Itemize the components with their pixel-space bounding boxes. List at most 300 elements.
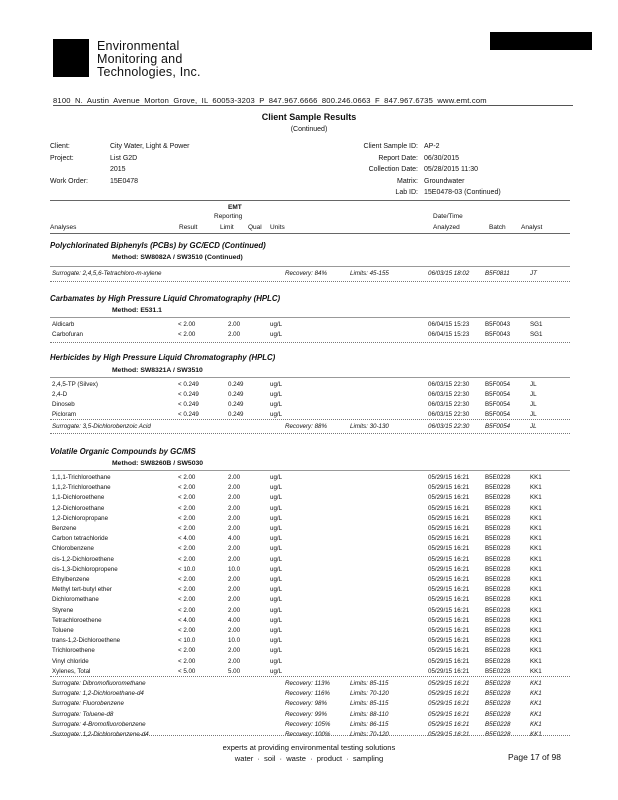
cell-name: Dichloromethane	[52, 596, 99, 604]
cell-limits: Limits: 85-115	[350, 680, 389, 687]
col-analyses: Analyses	[50, 224, 77, 231]
cell-batch: B5F0054	[485, 381, 511, 388]
cell-analyst: KK1	[530, 667, 542, 675]
section-method-carbamates: Method: E531.1	[112, 307, 162, 314]
cell-analyst: KK1	[530, 535, 542, 543]
cell-result: < 2.00	[178, 586, 196, 594]
cell-result: < 2.00	[178, 555, 196, 563]
report-title: Client Sample Results	[261, 112, 357, 122]
table-row	[0, 515, 618, 525]
collection-date-value: 05/28/2015 11:30	[424, 166, 478, 173]
cell-name: Surrogate: 1,2-Dichlorobenzene-d4	[52, 731, 149, 738]
cell-result: < 2.00	[178, 596, 196, 604]
cell-result: < 0.249	[178, 381, 199, 388]
cell-name: Chlorobenzene	[52, 545, 94, 553]
cell-analyst: KK1	[530, 474, 542, 481]
cell-limit: 2.00	[228, 596, 241, 604]
cell-limit: 2.00	[228, 606, 241, 614]
cell-name: 1,1,1-Trichloroethane	[52, 474, 111, 481]
cell-analyst: KK1	[530, 514, 542, 522]
cell-name: Surrogate: 4-Bromofluorobenzene	[52, 720, 146, 728]
lab-id-value: 15E0478-03 (Continued)	[424, 189, 501, 196]
cell-name: Surrogate: Dibromofluoromethane	[52, 680, 146, 687]
cell-analyst: KK1	[530, 710, 542, 718]
cell-name: Toluene	[52, 627, 74, 634]
surrogate-row	[0, 721, 618, 731]
section-method-pcbs: Method: SW8082A / SW3510 (Continued)	[112, 254, 243, 261]
section-title-herbicides: Herbicides by High Pressure Liquid Chromatography (HPLC)	[50, 353, 276, 362]
cell-date: 05/29/15 16:21	[428, 606, 470, 614]
cell-limit: 0.249	[228, 411, 244, 418]
cell-limit: 2.00	[228, 494, 241, 502]
header-divider	[53, 105, 573, 106]
cell-result: < 2.00	[178, 504, 196, 512]
cell-name: Methyl tert-butyl ether	[52, 586, 112, 594]
cell-name: 1,2-Dichloroethane	[52, 504, 105, 512]
cell-date: 05/29/15 16:21	[428, 627, 470, 634]
cell-batch: B5E0228	[485, 504, 511, 512]
collection-date-label: Collection Date:	[368, 166, 418, 173]
col-units: Units	[270, 224, 285, 231]
cell-batch: B5E0228	[485, 700, 511, 708]
cell-name: Xylenes, Total	[52, 667, 91, 675]
cell-limit: 2.00	[228, 525, 241, 532]
cell-limit: 2.00	[228, 647, 241, 655]
cell-units: ug/L	[270, 555, 283, 563]
cell-result: < 10.0	[178, 565, 196, 573]
cell-units: ug/L	[270, 647, 283, 655]
col-limit: Limit	[220, 224, 234, 231]
table-row	[0, 556, 618, 566]
analyte: Surrogate: 2,4,5,6-Tetrachloro-m-xylene	[52, 270, 162, 277]
cell-batch: B5E0228	[485, 474, 511, 481]
work-order-value: 15E0478	[110, 178, 139, 185]
cell-result: < 2.00	[178, 545, 196, 553]
section-title-vocs: Volatile Organic Compounds by GC/MS	[50, 447, 196, 456]
cell-analyst: KK1	[530, 690, 542, 698]
cell-recovery: Recovery: 98%	[285, 700, 327, 708]
cell-date: 05/29/15 16:21	[428, 586, 470, 594]
cell-units: ug/L	[270, 606, 283, 614]
cell-date: 05/29/15 16:21	[428, 535, 470, 543]
sample-id-label: Client Sample ID:	[363, 143, 418, 150]
col-analyzed: Analyzed	[433, 224, 460, 231]
cell-batch: B5E0228	[485, 596, 511, 604]
cell-name: Picloram	[52, 411, 77, 418]
cell-name: 2,4-D	[52, 391, 68, 398]
cell-date: 06/03/15 22:30	[428, 401, 470, 408]
cell-date: 05/29/15 16:21	[428, 637, 470, 645]
cell-date: 05/29/15 16:21	[428, 576, 470, 583]
cell-analyst: KK1	[530, 647, 542, 655]
cell-result: < 2.00	[178, 657, 196, 665]
cell-name: 1,1,2-Trichloroethane	[52, 484, 111, 492]
table-row	[0, 586, 618, 596]
col-emt: EMT	[228, 204, 242, 211]
cell-date: 06/03/15 22:30	[428, 381, 470, 388]
footer-services: water · soil · waste · product · sampling	[234, 754, 384, 763]
cell-limits: Limits: 70-120	[350, 690, 389, 698]
cell-analyst: KK1	[530, 680, 542, 687]
cell-analyst: JL	[530, 391, 537, 398]
cell-units: ug/L	[270, 484, 283, 492]
section-rule	[50, 377, 570, 378]
cell-result: < 5.00	[178, 667, 196, 675]
cell-limit: 0.249	[228, 381, 244, 388]
cell-analyst: JL	[530, 381, 537, 388]
cell-units: ug/L	[270, 586, 283, 594]
surrogate-row	[0, 731, 618, 741]
cell-date: 06/03/15 22:30	[428, 391, 470, 398]
cell-units: ug/L	[270, 391, 283, 398]
table-row	[0, 505, 618, 515]
cell-batch: B5F0054	[485, 423, 511, 430]
table-row	[0, 576, 618, 586]
cell-name: Ethylbenzene	[52, 576, 90, 583]
cell-batch: B5E0228	[485, 514, 511, 522]
section-title-carbamates: Carbamates by High Pressure Liquid Chromatography (HPLC)	[50, 294, 281, 303]
cell-units: ug/L	[270, 667, 283, 675]
recovery: Recovery: 84%	[285, 270, 327, 277]
cell-name: cis-1,2-Dichloroethene	[52, 555, 114, 563]
table-row	[0, 494, 618, 504]
section-end-rule	[50, 433, 570, 434]
cell-limits: Limits: 85-115	[350, 700, 389, 708]
cell-limit: 2.00	[228, 504, 241, 512]
cell-name: Benzene	[52, 525, 77, 532]
cell-units: ug/L	[270, 637, 283, 645]
surrogate-row	[0, 711, 618, 721]
cell-units: ug/L	[270, 514, 283, 522]
surrogate-row	[0, 423, 618, 433]
cell-name: Tetrachloroethene	[52, 616, 102, 624]
cell-batch: B5E0228	[485, 647, 511, 655]
client-label: Client:	[50, 143, 70, 150]
cell-date: 05/29/15 16:21	[428, 700, 470, 708]
cell-units: ug/L	[270, 596, 283, 604]
cell-analyst: KK1	[530, 484, 542, 492]
cell-limit: 2.00	[228, 555, 241, 563]
cell-analyst: KK1	[530, 720, 542, 728]
cell-result: < 10.0	[178, 637, 196, 645]
cell-units: ug/L	[270, 494, 283, 502]
cell-recovery: Recovery: 116%	[285, 690, 330, 698]
cell-name: Trichloroethene	[52, 647, 95, 655]
cell-date: 05/29/15 16:21	[428, 504, 470, 512]
cell-batch: B5E0228	[485, 484, 511, 492]
surrogate-divider	[50, 676, 570, 677]
cell-date: 05/29/15 16:21	[428, 731, 470, 738]
cell-date: 05/29/15 16:21	[428, 525, 470, 532]
cell-analyst: KK1	[530, 555, 542, 563]
cell-analyst: KK1	[530, 657, 542, 665]
section-rule	[50, 317, 570, 318]
company-address: 8100 N. Austin Avenue Morton Grove, IL 60053-3203 P 847.967.6666 800.246.0663 F 847.967.6735 www.emt.com	[53, 96, 487, 105]
cell-name: Surrogate: Fluorobenzene	[52, 700, 124, 708]
cell-name: Styrene	[52, 606, 74, 614]
section-end-rule	[50, 281, 570, 282]
surrogate-row	[0, 700, 618, 710]
batch: B5F0811	[485, 270, 510, 277]
project-year: 2015	[110, 166, 126, 173]
cell-batch: B5E0228	[485, 616, 511, 624]
cell-date: 05/29/15 16:21	[428, 710, 470, 718]
cell-name: 1,1-Dichloroethene	[52, 494, 105, 502]
cell-name: trans-1,2-Dichloroethene	[52, 637, 121, 645]
sample-id-value: AP-2	[424, 143, 440, 150]
cell-name: Surrogate: Toluene-d8	[52, 710, 114, 718]
cell-batch: B5E0228	[485, 690, 511, 698]
cell-units: ug/L	[270, 627, 283, 634]
table-row	[0, 617, 618, 627]
cell-batch: B5E0228	[485, 637, 511, 645]
section-end-rule	[50, 735, 570, 736]
cell-date: 05/29/15 16:21	[428, 680, 470, 687]
table-row	[0, 647, 618, 657]
surrogate-row	[0, 690, 618, 700]
project-value: List G2D	[110, 155, 138, 162]
cell-date: 05/29/15 16:21	[428, 565, 470, 573]
cell-limit: 2.00	[228, 484, 241, 492]
redaction-block	[490, 32, 592, 50]
cell-limit: 2.00	[228, 627, 241, 634]
cell-result: < 0.249	[178, 411, 199, 418]
section-method-vocs: Method: SW8260B / SW5030	[112, 460, 204, 467]
section-method-herbicides: Method: SW8321A / SW3510	[112, 367, 203, 374]
cell-units: ug/L	[270, 616, 283, 624]
cell-units: ug/L	[270, 474, 283, 481]
cell-limit: 4.00	[228, 535, 241, 543]
cell-batch: B5E0228	[485, 657, 511, 665]
cell-batch: B5E0228	[485, 720, 511, 728]
cell-result: < 0.249	[178, 391, 199, 398]
table-row	[0, 637, 618, 647]
report-date-value: 06/30/2015	[424, 155, 460, 162]
matrix-label: Matrix:	[397, 178, 418, 185]
cell-batch: B5E0228	[485, 586, 511, 594]
cell-result: < 4.00	[178, 535, 196, 543]
col-batch: Batch	[489, 224, 506, 231]
project-label: Project:	[50, 155, 74, 162]
cell-date: 05/29/15 16:21	[428, 667, 470, 675]
cell-analyst: KK1	[530, 616, 542, 624]
cell-units: ug/L	[270, 401, 283, 408]
cell-units: ug/L	[270, 504, 283, 512]
cell-result: < 2.00	[178, 647, 196, 655]
cell-units: ug/L	[270, 525, 283, 532]
col-result: Result	[179, 224, 198, 231]
cell-analyst: KK1	[530, 700, 542, 708]
cell-date: 05/29/15 16:21	[428, 474, 470, 481]
table-row	[0, 270, 618, 280]
cell-name: Dinoseb	[52, 401, 75, 408]
table-row	[0, 474, 618, 484]
cell-limit: 2.00	[228, 545, 241, 553]
cell-units: ug/L	[270, 545, 283, 553]
cell-limit: 0.249	[228, 391, 244, 398]
cell-limit: 2.00	[228, 657, 241, 665]
cell-limit: 0.249	[228, 401, 244, 408]
cell-name: cis-1,3-Dichloropropene	[52, 565, 118, 573]
cell-date: 06/03/15 22:30	[428, 423, 470, 430]
surrogate-row	[0, 680, 618, 690]
cell-batch: B5F0054	[485, 411, 511, 418]
surrogate-divider	[50, 419, 570, 420]
report-date-label: Report Date:	[378, 155, 418, 162]
table-row	[0, 607, 618, 617]
cell-batch: B5F0054	[485, 391, 511, 398]
cell-recovery: Recovery: 88%	[285, 423, 327, 430]
cell-name: Surrogate: 3,5-Dichlorobenzoic Acid	[52, 423, 151, 430]
cell-batch: B5E0228	[485, 710, 511, 718]
cell-name: Vinyl chloride	[52, 657, 89, 665]
table-row	[0, 658, 618, 668]
cell-limit: 2.00	[228, 586, 241, 594]
cell-analyst: JL	[530, 401, 537, 408]
table-row: Carbofuran < 2.00 2.00 ug/L 06/04/15 15:23 B5F0043 SG1	[52, 331, 543, 338]
cell-recovery: Recovery: 99%	[285, 710, 327, 718]
cell-date: 05/29/15 16:21	[428, 647, 470, 655]
cell-batch: B5E0228	[485, 525, 511, 532]
client-value: City Water, Light & Power	[110, 143, 190, 150]
cell-date: 05/29/15 16:21	[428, 545, 470, 553]
cell-units: ug/L	[270, 576, 283, 583]
table-row	[0, 596, 618, 606]
cell-batch: B5E0228	[485, 565, 511, 573]
section-end-rule	[50, 342, 570, 343]
cell-batch: B5F0054	[485, 401, 511, 408]
cell-date: 05/29/15 16:21	[428, 494, 470, 502]
cell-recovery: Recovery: 113%	[285, 680, 330, 687]
cell-analyst: KK1	[530, 596, 542, 604]
cell-date: 05/29/15 16:21	[428, 484, 470, 492]
cell-batch: B5E0228	[485, 731, 511, 738]
cell-date: 05/29/15 16:21	[428, 514, 470, 522]
cell-name: 1,2-Dichloropropane	[52, 514, 109, 522]
cell-batch: B5E0228	[485, 667, 511, 675]
cell-limit: 2.00	[228, 514, 241, 522]
col-reporting: Reporting	[214, 213, 243, 220]
cell-units: ug/L	[270, 381, 283, 388]
cell-date: 05/29/15 16:21	[428, 596, 470, 604]
report-subtitle: (Continued)	[290, 126, 328, 133]
cell-result: < 2.00	[178, 494, 196, 502]
cell-analyst: JL	[530, 423, 537, 430]
table-row	[0, 566, 618, 576]
col-analyst: Analyst	[521, 224, 543, 231]
company-name: Environmental Monitoring and Technologies, Inc.	[97, 39, 201, 79]
cell-name: Carbon tetrachloride	[52, 535, 109, 543]
cell-batch: B5E0228	[485, 576, 511, 583]
cell-date: 05/29/15 16:21	[428, 690, 470, 698]
col-qual: Qual	[248, 224, 262, 231]
cell-date: 05/29/15 16:21	[428, 657, 470, 665]
cell-result: < 2.00	[178, 474, 196, 481]
cell-result: < 4.00	[178, 616, 196, 624]
cell-limit: 4.00	[228, 616, 241, 624]
cell-analyst: KK1	[530, 525, 542, 532]
cell-result: < 2.00	[178, 576, 196, 583]
table-row	[0, 391, 618, 401]
col-datetime: Date/Time	[433, 213, 463, 220]
date: 06/03/15 18:02	[428, 270, 470, 277]
cell-recovery: Recovery: 105%	[285, 720, 331, 728]
cell-result: < 2.00	[178, 514, 196, 522]
cell-batch: B5E0228	[485, 555, 511, 563]
cell-units: ug/L	[270, 535, 283, 543]
table-row	[0, 545, 618, 555]
cell-analyst: KK1	[530, 606, 542, 614]
cell-analyst: JL	[530, 411, 537, 418]
work-order-label: Work Order:	[50, 178, 88, 185]
cell-result: < 2.00	[178, 627, 196, 634]
cell-batch: B5E0228	[485, 535, 511, 543]
cell-batch: B5E0228	[485, 494, 511, 502]
cell-batch: B5E0228	[485, 680, 511, 687]
cell-batch: B5E0228	[485, 545, 511, 553]
lab-id-label: Lab ID:	[395, 189, 418, 196]
cell-analyst: KK1	[530, 494, 542, 502]
cell-name: 2,4,5-TP (Silvex)	[52, 381, 98, 388]
cell-limit: 2.00	[228, 576, 241, 583]
cell-analyst: KK1	[530, 576, 542, 583]
section-rule	[50, 470, 570, 471]
table-row	[0, 535, 618, 545]
cell-result: < 2.00	[178, 484, 196, 492]
cell-limit: 10.0	[228, 565, 241, 573]
table-row	[0, 401, 618, 411]
cell-limit: 2.00	[228, 474, 241, 481]
cell-limits: Limits: 30-130	[350, 423, 389, 430]
cell-analyst: KK1	[530, 731, 542, 738]
cell-date: 06/03/15 22:30	[428, 411, 470, 418]
column-header-bottom-rule	[50, 233, 570, 234]
cell-analyst: KK1	[530, 504, 542, 512]
cell-analyst: KK1	[530, 627, 542, 634]
cell-units: ug/L	[270, 411, 283, 418]
cell-result: < 2.00	[178, 606, 196, 614]
cell-batch: B5E0228	[485, 627, 511, 634]
analyst: JT	[530, 270, 537, 277]
table-row	[0, 484, 618, 494]
table-row	[0, 627, 618, 637]
cell-limit: 10.0	[228, 637, 241, 645]
cell-analyst: KK1	[530, 586, 542, 594]
cell-limit: 5.00	[228, 667, 241, 675]
cell-limits: Limits: 88-110	[350, 710, 389, 718]
cell-result: < 2.00	[178, 525, 196, 532]
cell-limits: Limits: 86-115	[350, 720, 389, 728]
cell-batch: B5E0228	[485, 606, 511, 614]
table-row	[0, 381, 618, 391]
cell-name: Surrogate: 1,2-Dichloroethane-d4	[52, 690, 144, 698]
footer-tagline: experts at providing environmental testing solutions	[222, 743, 396, 752]
section-title-pcbs: Polychlorinated Biphenyls (PCBs) by GC/ECD (Continued)	[50, 241, 266, 250]
cell-analyst: KK1	[530, 545, 542, 553]
table-row	[0, 525, 618, 535]
page-number: Page 17 of 98	[508, 752, 561, 762]
cell-date: 05/29/15 16:21	[428, 555, 470, 563]
matrix-value: Groundwater	[424, 178, 465, 185]
cell-recovery: Recovery: 100%	[285, 731, 331, 738]
section-rule	[50, 266, 570, 267]
cell-date: 05/29/15 16:21	[428, 616, 470, 624]
cell-units: ug/L	[270, 657, 283, 665]
cell-limits: Limits: 70-120	[350, 731, 389, 738]
limits: Limits: 45-155	[350, 270, 389, 277]
table-row: Aldicarb < 2.00 2.00 ug/L 06/04/15 15:23 B5F0043 SG1	[52, 321, 543, 328]
column-header-top-rule	[50, 200, 570, 201]
